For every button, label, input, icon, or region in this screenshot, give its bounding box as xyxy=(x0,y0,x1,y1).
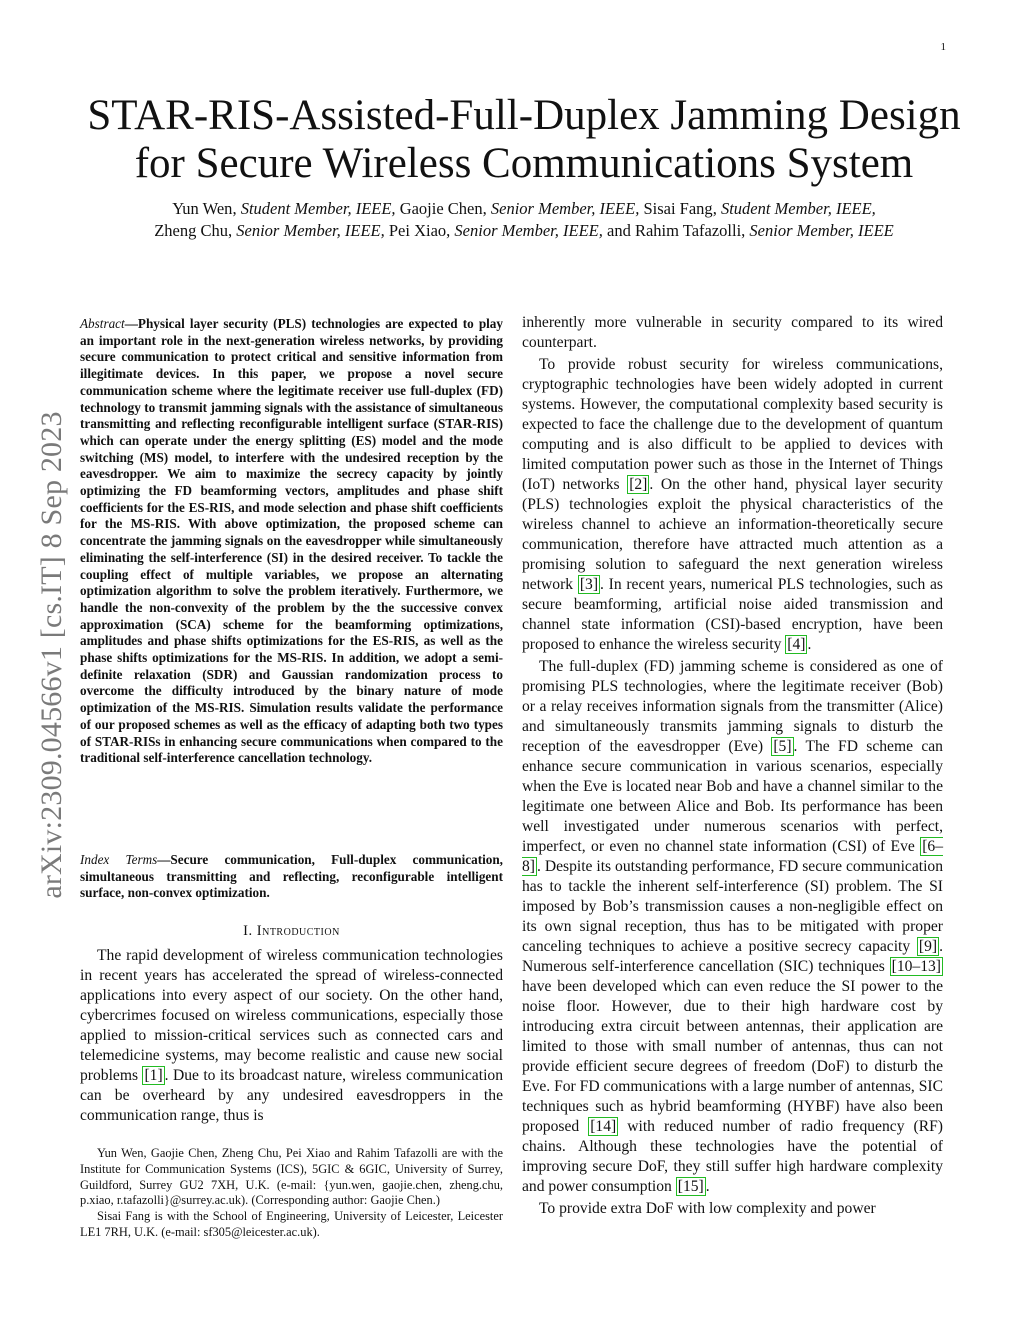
author-name: Sisai Fang xyxy=(643,199,713,218)
citation-link[interactable]: [4] xyxy=(787,636,806,653)
paragraph: inherently more vulnerable in security compared to its wired counterpart. xyxy=(522,314,943,351)
citation-link[interactable]: [14] xyxy=(590,1118,617,1135)
abstract-text: Physical layer security (PLS) technologies are expected to play an important role in the next-generation wireless networks, by providing secure communication to protect critical and sensitive information from illegitimate devices. In this paper, we propose a novel secure communication scheme where the legitimate receiver use full-duplex (FD) technology to transmit jamming signals with the assistance of simultaneous transmitting and reflecting reconfigurable intelligent surface (STAR-RIS) which can operate under the energy splitting (ES) model and the mode switching (MS) model, to interfere with the undesired reception by the eavesdropper. We aim to maximize the secrecy capacity by jointly optimizing the FD beamforming vectors, amplitudes and phase shift coefficients for the ES-RIS, and mode selection and phase shift coefficients for the MS-RIS. With above optimization, the proposed scheme can concentrate the jamming signals on the eavesdropper while simultaneously eliminating the self-interference (SI) in the desired receiver. To tackle the coupling effect of multiple variables, we propose an alternating optimization algorithm to solve the problem iteratively. Furthermore, we handle the non-convexity of the problem by the the successive convex approximation (SCA) scheme for the beamforming optimizations, amplitudes and phase shifts optimizations for the ES-RIS, as well as the phase shifts optimizations for the MS-RIS. In addition, we adopt a semi-definite relaxation (SDR) and Gaussian randomization process to overcome the difficulty introduced by the binary nature of mode optimization of the MS-RIS. Simulation results validate the performance of our proposed schemes as well as the efficacy of adapting both two types of STAR-RISs in enhancing secure communications when compared to the traditional self-interference cancellation technology. xyxy=(80,316,503,766)
author-role: Senior Member, IEEE, xyxy=(454,221,603,240)
paragraph: To provide extra DoF with low complexity and power xyxy=(539,1200,876,1217)
abstract: Abstract—Physical layer security (PLS) technologies are expected to play an important role in the next-generation wireless networks, by providing secure communication to protect critical and sensitive information from illegitimate devices. In this paper, we propose a novel secure communication scheme where the legitimate receiver use full-duplex (FD) technology to transmit jamming signals with the assistance of simultaneous transmitting and reflecting reconfigurable intelligent surface (STAR-RIS) which can operate under the energy splitting (ES) model and the mode switching (MS) model, to interfere with the undesired reception by the eavesdropper. We aim to maximize the secrecy capacity by jointly optimizing the FD beamforming vectors, amplitudes and phase shift coefficients for the ES-RIS, and mode selection and phase shift coefficients for the MS-RIS. With above optimization, the proposed scheme can concentrate the jamming signals on the eavesdropper while simultaneously eliminating the self-interference (SI) in the desired receiver. To tackle the coupling effect of multiple variables, we propose an alternating optimization algorithm to solve the problem iteratively. Furthermore, we handle the non-convexity of the problem by the the successive convex approximation (SCA) scheme for the beamforming optimizations, amplitudes and phase shifts optimizations for the ES-RIS, as well as the phase shifts optimizations for the MS-RIS. In addition, we adopt a semi-definite relaxation (SDR) and Gaussian randomization process to overcome the difficulty introduced by the binary nature of mode optimization of the MS-RIS. Simulation results validate the performance of our proposed schemes as well as the efficacy of adapting both two types of STAR-RISs in enhancing secure communications when compared to the traditional self-interference cancellation technology. xyxy=(80,316,503,766)
paper-title: STAR-RIS-Assisted-Full-Duplex Jamming Design for Secure Wireless Communications System xyxy=(87,92,961,187)
paragraph: The full-duplex (FD) jamming scheme is considered as one of promising PLS technologies, where the legitimate receiver (Bob) or a relay receives information signals from the transmitter (Alice) and simultaneously transmits jamming signals to disturb the reception of the eavesdropper (Eve) [5] . The FD scheme can enhance secure communication in various scenarios, especially when the Eve is located near Bob and have a channel similar to the legitimate one between Alice and Bob. Its performance has been well investigated under numerous scenarios with perfect, imperfect, or even no channel state information (CSI) of Eve [6–8] . Despite its outstanding performance, FD secure communication has to tackle the inherent self-interference (SI) problem. The SI imposed by Bob’s transmission causes a non-negligible effect on its own signal reception, thus has to be mitigated with proper canceling techniques to achieve a positive secrecy capacity [9] . Numerous self-interference cancellation (SIC) techniques [10–13] have been developed which can even reduce the SI power to the noise floor. However, due to their high hardware cost by introducing extra circuit between antennas, their application are limited to those with small number of antennas, thus can not provide efficient secure degrees of freedom (DoF) to disturb the Eve. For FD communications with a large number of antennas, SIC techniques such as hybrid beamforming (HYBF) have also been proposed [14] with reduced number of radio frequency (RF) chains. Although these technologies have the potential of improving secure DoF, they still suffer high hardware complexity and power consumption [15] . xyxy=(522,658,943,1195)
citation-link[interactable]: [2] xyxy=(629,476,648,493)
author-role: Senior Member, IEEE xyxy=(749,221,894,240)
citation-link[interactable]: [15] xyxy=(677,1178,704,1195)
author-name: Pei Xiao xyxy=(388,221,447,240)
citation-link[interactable]: [9] xyxy=(918,938,938,955)
author-name: Zheng Chu xyxy=(154,221,229,240)
author-name: Yun Wen xyxy=(172,199,233,218)
citation-link[interactable]: [5] xyxy=(773,738,792,755)
index-terms-text: Secure communication, Full-duplex communication, simultaneous transmitting and reflecting, reconfigurable intelligent surface, non-convex optimization. xyxy=(80,852,503,901)
affiliation-footnote: Sisai Fang is with the School of Engineering, University of Leicester, Leicester LE1 7RH, U.K. (e-mail: sf305@leicester.ac.uk). xyxy=(80,1209,503,1239)
index-terms-label: Index Terms xyxy=(80,852,158,867)
citation-link[interactable]: [10–13] xyxy=(891,958,941,975)
arxiv-identifier: arXiv:2309.04566v1 [cs.IT] 8 Sep 2023 xyxy=(35,411,68,899)
author-name: Gaojie Chen xyxy=(399,199,483,218)
abstract-label: Abstract xyxy=(80,316,125,331)
citation-link[interactable]: [1] xyxy=(144,1067,163,1084)
author-name: Rahim Tafazolli xyxy=(634,221,742,240)
intro-paragraph: The rapid development of wireless communication technologies in recent years has accelerated the spread of wireless-connected applications into every aspect of our society. On the other hand, cybercrimes focused on wireless communications, especially those applied to mission-critical services such as connected cars and telemedicine systems, may become realistic and cause new social problems [1] . Due to its broadcast nature, wireless communication can be overheard by any undesired eavesdroppers in the communication range, thus is xyxy=(80,947,503,1124)
citation-link[interactable]: [3] xyxy=(579,576,599,593)
author-role: Student Member, IEEE, xyxy=(720,199,876,218)
author-role: Senior Member, IEEE, xyxy=(236,221,385,240)
author-role: Student Member, IEEE, xyxy=(240,199,396,218)
affiliation-footnote: Yun Wen, Gaojie Chen, Zheng Chu, Pei Xiao and Rahim Tafazolli are with the Institute for Communication Systems (ICS), 5GIC & 6GIC, University of Surrey, Guildford, Surrey GU2 7XH, U.K. (e-mail: {yun.wen, gaojie.chen, zheng.chu, p.xiao, r.tafazolli}@surrey.ac.uk). (Corresponding author: Gaojie Chen.) xyxy=(80,1146,503,1208)
page-number: 1 xyxy=(940,41,946,53)
section-heading: I. Introduction xyxy=(243,923,340,939)
paragraph: To provide robust security for wireless communications, cryptographic technologies have been widely adopted in current systems. However, the computational complexity based security is expected to face the challenge due to the development of quantum computing and is also difficult to be applied to devices with limited computation power such as those in the Internet of Things (IoT) networks [2] . On the other hand, physical layer security (PLS) technologies exploit the physical characteristics of the wireless channel to achieve an information-theoretically secure communication, therefore have attracted much attention as a promising solution to safeguard the next generation wireless network [3] . In recent years, numerical PLS technologies, such as secure beamforming, artificial noise aided transmission and channel state information (CSI)-based encryption, have been proposed to enhance the wireless security [4] . xyxy=(522,356,944,653)
citation-link[interactable]: [6–8] xyxy=(522,838,943,875)
footnotes xyxy=(80,1146,503,1241)
author-list: Yun Wen, Student Member, IEEE, Gaojie Chen, Senior Member, IEEE, Sisai Fang, Student Member, IEEE, Zheng Chu, Senior Member, IEEE, Pei Xiao, Senior Member, IEEE, and Rahim Tafazolli, Senior Member, IEEE xyxy=(154,199,894,240)
right-column xyxy=(522,313,943,1221)
author-role: Senior Member, IEEE, xyxy=(490,199,640,218)
index-terms: Index Terms—Secure communication, Full-duplex communication, simultaneous transmitting and reflecting, reconfigurable intelligent surface, non-convex optimization. xyxy=(80,852,503,901)
